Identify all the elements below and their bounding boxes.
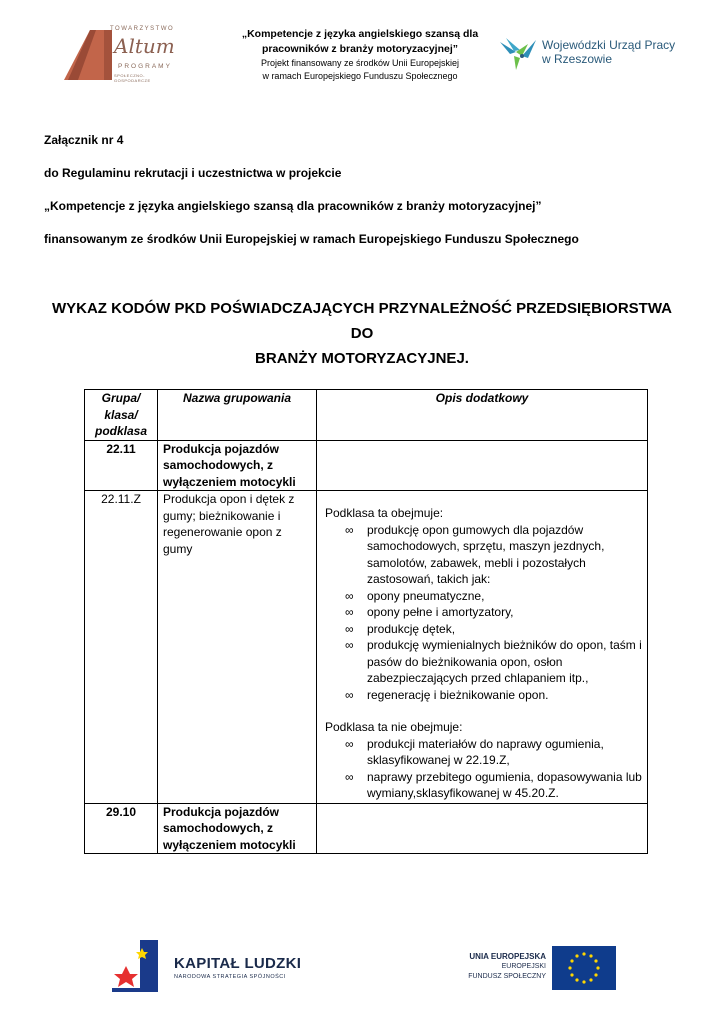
col-header-name: Nazwa grupowania — [158, 390, 317, 441]
pkd-table — [84, 389, 648, 854]
altum-logo — [64, 26, 176, 82]
altum-programs: PROGRAMY — [118, 63, 172, 70]
infinity-bullet-icon: ∞ — [345, 687, 354, 702]
kapital-ludzki-sub: NARODOWA STRATEGIA SPÓJNOŚCI — [174, 974, 286, 980]
row-code: 22.11.Z — [85, 491, 158, 804]
header-project-line2: pracowników z branży motoryzacyjnej” — [261, 43, 459, 55]
row-desc — [317, 491, 648, 804]
list-item — [345, 687, 642, 704]
infinity-bullet-icon: ∞ — [345, 736, 354, 751]
table-row — [85, 491, 648, 804]
attachment-number: Załącznik nr 4 — [44, 133, 124, 147]
col-header-desc: Opis dodatkowy — [317, 390, 648, 441]
list-item-text: naprawy przebitego ogumienia, dopasowywania lub wymiany,sklasyfikowanej w 45.20.Z. — [367, 769, 642, 800]
excludes-list — [325, 736, 642, 802]
col-header-code-l1: Grupa/ — [101, 391, 141, 405]
financing-note: finansowanym ze środków Unii Europejskiej w ramach Europejskiego Funduszu Społecznego — [44, 232, 579, 246]
row-desc — [317, 440, 648, 491]
list-item-text: opony pełne i amortyzatory, — [367, 605, 514, 619]
list-item-text: produkcję opon gumowych dla pojazdów samochodowych, sprzętu, maszyn jezdnych, samolotów, zabawek, mebli i pozostałych zastosowań, takich jak: — [367, 522, 605, 586]
header-financing-line2: w ramach Europejskiego Funduszu Społecznego — [262, 71, 458, 81]
list-item — [345, 637, 642, 687]
header-project-line1: „Kompetencje z języka angielskiego szansą dla — [241, 28, 479, 40]
list-item-text: opony pneumatyczne, — [367, 588, 485, 603]
wup-line2: w Rzeszowie — [542, 52, 613, 66]
table-row — [85, 440, 648, 491]
wup-bird-icon — [498, 36, 538, 74]
eu-line3: FUNDUSZ SPOŁECZNY — [468, 973, 546, 980]
eu-logo — [458, 946, 618, 990]
row-code: 22.11 — [85, 440, 158, 491]
table-header-row — [85, 390, 648, 441]
list-item — [345, 736, 642, 769]
excludes-label: Podklasa ta nie obejmuje: — [325, 720, 463, 734]
infinity-bullet-icon: ∞ — [345, 638, 354, 652]
row-name: Produkcja pojazdów samochodowych, z wyłączeniem motocykli — [158, 803, 317, 854]
kapital-ludzki-title: KAPITAŁ LUDZKI — [174, 955, 302, 972]
row-desc — [317, 803, 648, 854]
list-item — [345, 522, 642, 588]
col-header-code-l3: podklasa — [94, 424, 148, 438]
altum-sub: SPOŁECZNO-GOSPODARCZE — [114, 73, 151, 83]
list-item — [345, 604, 642, 621]
altum-top-text: TOWARZYSTWO — [110, 26, 175, 32]
row-code: 29.10 — [85, 803, 158, 854]
col-header-code — [85, 390, 158, 441]
kapital-ludzki-emblem-icon — [112, 938, 168, 994]
wup-logo — [498, 36, 678, 76]
col-header-code-l2: klasa/ — [104, 407, 138, 422]
page-title — [44, 296, 680, 371]
infinity-bullet-icon: ∞ — [345, 769, 354, 784]
row-name: Produkcja pojazdów samochodowych, z wyłączeniem motocykli — [158, 440, 317, 491]
infinity-bullet-icon: ∞ — [345, 588, 354, 603]
eu-flag-icon — [552, 946, 616, 990]
row-name: Produkcja opon i dętek z gumy; bieżnikowanie i regenerowanie opon z gumy — [158, 491, 317, 804]
eu-line2: EUROPEJSKI — [501, 963, 546, 970]
header-financing-line1: Projekt finansowany ze środków Unii Europejskiej — [260, 58, 460, 68]
project-header — [200, 27, 520, 83]
list-item-text: regenerację i bieżnikowanie opon. — [367, 687, 549, 702]
project-name: „Kompetencje z języka angielskiego szansą dla pracowników z branży motoryzacyjnej” — [44, 199, 542, 213]
page-title-line2: BRANŻY MOTORYZACYJNEJ. — [255, 350, 469, 367]
list-item-text: produkcji materiałów do naprawy ogumienia, sklasyfikowanej w 22.19.Z, — [367, 736, 604, 767]
wup-line1: Wojewódzki Urząd Pracy — [542, 38, 676, 52]
altum-word: Altum — [114, 34, 175, 58]
list-item-text: produkcję dętek, — [367, 621, 456, 636]
regulation-ref: do Regulaminu rekrutacji i uczestnictwa w projekcie — [44, 166, 342, 180]
list-item — [345, 769, 642, 802]
eu-line1: UNIA EUROPEJSKA — [469, 952, 546, 961]
list-item — [345, 588, 642, 605]
includes-list — [325, 522, 642, 704]
page-title-line1: WYKAZ KODÓW PKD POŚWIADCZAJĄCYCH PRZYNALEŻNOŚĆ PRZEDSIĘBIORSTWA DO — [51, 300, 672, 342]
includes-label: Podklasa ta obejmuje: — [325, 506, 444, 520]
infinity-bullet-icon: ∞ — [345, 621, 354, 636]
list-item-text: produkcję wymienialnych bieżników do opon, taśm i pasów do bieżnikowania opon, osłon zabezpieczających przed chlapaniem itp., — [367, 638, 642, 685]
infinity-bullet-icon: ∞ — [345, 605, 354, 619]
table-row — [85, 803, 648, 854]
infinity-bullet-icon: ∞ — [345, 522, 354, 537]
list-item — [345, 621, 642, 638]
kapital-ludzki-logo — [112, 938, 302, 994]
